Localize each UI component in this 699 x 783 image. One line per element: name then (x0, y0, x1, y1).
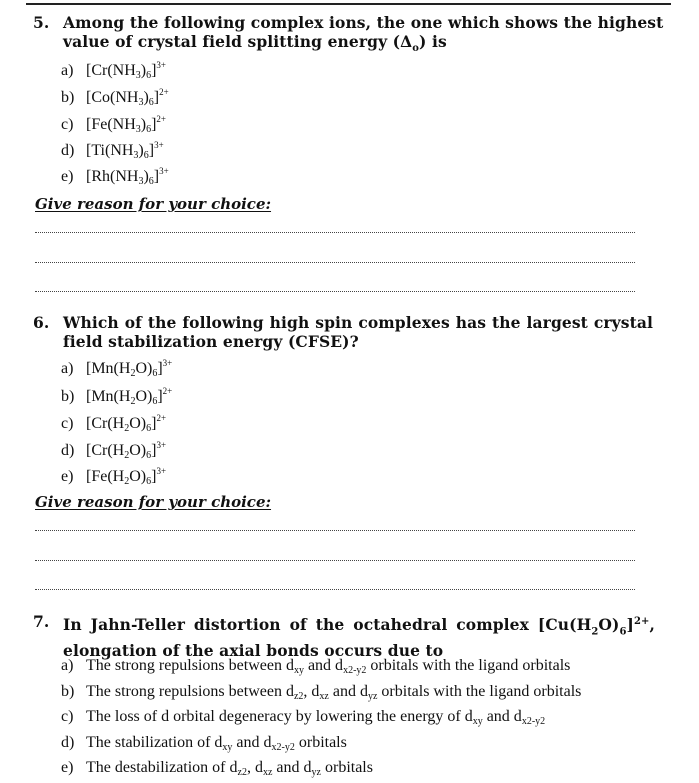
option-row[interactable] (61, 414, 166, 434)
subscript: 6 (148, 176, 154, 187)
subscript: 6 (146, 70, 152, 81)
orbital-subscript: z2 (293, 691, 304, 702)
option-row[interactable] (61, 707, 545, 727)
option-row[interactable] (61, 141, 164, 161)
option-letter: a) (61, 62, 74, 79)
charge-superscript: 2+ (156, 114, 166, 124)
charge-superscript: 3+ (154, 140, 164, 150)
option-formula: $[Fe(H_2O)_6]^{3+}$ (86, 466, 167, 487)
option-formula: $[Cr(NH_3)_6]^{3+}$ (86, 60, 166, 81)
charge-superscript: 3+ (162, 358, 173, 368)
option-row[interactable] (61, 682, 581, 702)
subscript: 6 (152, 396, 158, 407)
subscript: 6 (146, 450, 152, 461)
option-letter: a) (61, 360, 74, 377)
option-row[interactable] (61, 115, 166, 135)
option-letter: e) (61, 759, 74, 776)
option-row[interactable] (61, 359, 172, 379)
question-text-line1: In Jahn-Teller distortion of the octahedral complex $[Cu(H_2O)_6]^{2+}$, (63, 615, 655, 638)
subscript: 2 (124, 450, 130, 461)
orbital-subscript: xy (222, 742, 233, 753)
option-text: The destabilization of $d_{z2}$, $d_{xz}$ and $d_{yz}$ orbitals (86, 759, 373, 778)
subscript: 6 (152, 368, 158, 379)
orbital-subscript: z2 (237, 767, 247, 778)
subscript: 2 (124, 476, 130, 487)
option-letter: b) (61, 89, 75, 106)
top-rule (26, 3, 671, 5)
subscript: 3 (135, 70, 141, 81)
question-text-line2: value of crystal field splitting energy $(\Delta_o)$ is (63, 32, 447, 55)
option-formula: $[Co(NH_3)_6]^{2+}$ (86, 87, 169, 108)
question-text-line1: Which of the following high spin complexes has the largest crystal (63, 313, 653, 332)
option-formula: $[Mn(H_2O)_6]^{2+}$ (86, 386, 173, 407)
option-row[interactable] (61, 733, 347, 753)
orbital-subscript: xz (262, 767, 273, 778)
option-letter: e) (61, 168, 74, 185)
charge-superscript: 2+ (159, 87, 169, 97)
option-letter: e) (61, 468, 74, 485)
subscript: 3 (135, 124, 141, 135)
option-text: The strong repulsions between $d_{xy}$ and $d_{x2-y2}$ orbitals with the ligand orbitals (86, 657, 571, 676)
subscript: 6 (146, 476, 152, 487)
answer-line[interactable] (35, 589, 635, 590)
charge-superscript: 2+ (156, 413, 167, 423)
subscript: 6 (143, 150, 149, 161)
orbital-subscript: xy (293, 665, 304, 676)
question-number: 5. (33, 13, 50, 32)
option-row[interactable] (61, 441, 166, 461)
charge-superscript: 3+ (156, 466, 167, 476)
charge-superscript: 3+ (156, 60, 166, 70)
option-formula: $[Ti(NH_3)_6]^{3+}$ (86, 140, 164, 161)
option-row[interactable] (61, 167, 169, 187)
option-letter: d) (61, 734, 75, 751)
orbital-subscript: x2-y2 (343, 665, 367, 676)
option-letter: d) (61, 142, 75, 159)
orbital-subscript: yz (311, 767, 321, 778)
option-formula: $[Cr(H_2O)_6]^{2+}$ (86, 413, 167, 434)
orbital-subscript: yz (367, 691, 378, 702)
orbital-subscript: x2-y2 (271, 742, 295, 753)
option-row[interactable] (61, 758, 373, 778)
question-text-line2: field stabilization energy (CFSE)? (63, 332, 359, 351)
reason-label: Give reason for your choice: (35, 195, 272, 213)
charge-superscript: 2+ (162, 386, 173, 396)
reason-label: Give reason for your choice: (35, 493, 272, 511)
subscript: 2 (124, 423, 130, 434)
option-letter: b) (61, 683, 75, 700)
option-row[interactable] (61, 656, 570, 676)
option-letter: a) (61, 657, 74, 674)
option-letter: d) (61, 442, 75, 459)
option-text: The strong repulsions between $d_{z2}$, $d_{xz}$ and $d_{yz}$ orbitals with the ligand orbitals (86, 683, 582, 702)
question-text-line1: Among the following complex ions, the one which shows the highest (63, 13, 664, 32)
question-number: 7. (33, 612, 50, 631)
subscript: 3 (138, 176, 144, 187)
option-row[interactable] (61, 387, 172, 407)
charge-superscript: 3+ (156, 440, 167, 450)
option-letter: b) (61, 388, 75, 405)
option-text: The loss of d orbital degeneracy by lowering the energy of $d_{xy}$ and $d_{x2-y2}$ (86, 708, 546, 727)
answer-line[interactable] (35, 262, 635, 263)
answer-line[interactable] (35, 232, 635, 233)
subscript: 3 (133, 150, 139, 161)
answer-line[interactable] (35, 291, 635, 292)
subscript: 6 (148, 97, 154, 108)
orbital-subscript: xy (472, 716, 483, 727)
option-row[interactable] (61, 61, 166, 81)
subscript: 3 (138, 97, 144, 108)
subscript: 2 (130, 368, 136, 379)
charge-superscript: 3+ (159, 166, 169, 176)
orbital-subscript: x2-y2 (521, 716, 546, 727)
option-row[interactable] (61, 88, 169, 108)
option-letter: c) (61, 116, 74, 133)
option-formula: $[Cr(H_2O)_6]^{3+}$ (86, 440, 167, 461)
option-formula: $[Mn(H_2O)_6]^{3+}$ (86, 358, 173, 379)
orbital-subscript: xz (319, 691, 329, 702)
option-formula: $[Rh(NH_3)_6]^{3+}$ (86, 166, 169, 187)
subscript: 2 (130, 396, 136, 407)
option-letter: c) (61, 708, 74, 725)
question-number: 6. (33, 313, 50, 332)
subscript: 6 (146, 423, 152, 434)
option-text: The stabilization of $d_{xy}$ and $d_{x2-y2}$ orbitals (86, 734, 347, 753)
option-row[interactable] (61, 467, 166, 487)
subscript: 6 (146, 124, 152, 135)
question-text-line2: elongation of the axial bonds occurs due to (63, 641, 444, 661)
option-formula: $[Fe(NH_3)_6]^{2+}$ (86, 114, 166, 135)
answer-line[interactable] (35, 530, 635, 531)
option-letter: c) (61, 415, 74, 432)
answer-line[interactable] (35, 560, 635, 561)
